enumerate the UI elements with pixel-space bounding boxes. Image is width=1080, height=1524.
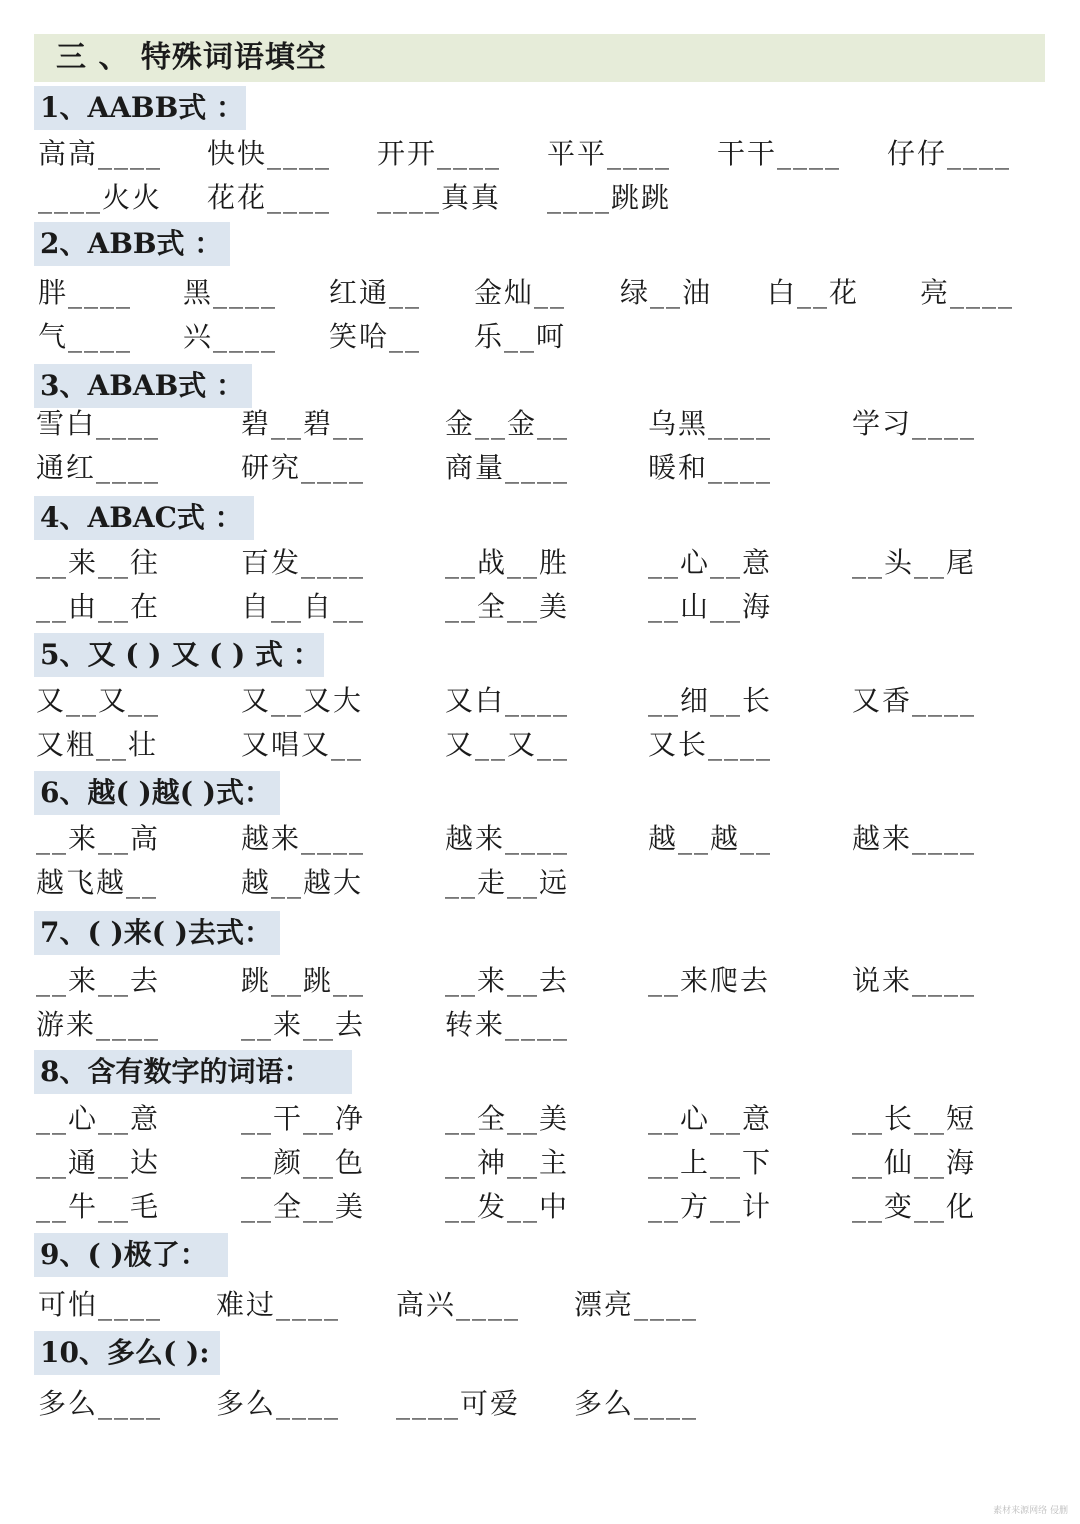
fill-blank-item: 越__越大 xyxy=(241,866,364,899)
fill-blank-item: 又__又__ xyxy=(445,728,570,761)
fill-blank-item: 百发____ xyxy=(241,546,366,579)
section-heading: 7、( )来( )去式： xyxy=(34,911,280,955)
fill-blank-item: 多么____ xyxy=(38,1387,163,1420)
section-heading: 10、多么( ): xyxy=(34,1331,220,1375)
fill-blank-item: 自__自__ xyxy=(241,590,366,623)
fill-blank-item: __神__主 xyxy=(445,1146,570,1179)
fill-blank-item: 平平____ xyxy=(547,137,672,170)
fill-blank-item: 又粗__壮 xyxy=(36,728,159,761)
section-heading: 9、( )极了： xyxy=(34,1233,228,1277)
fill-blank-item: __全__美 xyxy=(241,1190,366,1223)
section-heading: 6、越( )越( )式： xyxy=(34,771,280,815)
fill-blank-item: __来爬去 xyxy=(648,964,771,997)
fill-blank-item: 研究____ xyxy=(241,451,366,484)
fill-blank-item: 游来____ xyxy=(36,1008,161,1041)
fill-blank-item: ____跳跳 xyxy=(547,181,672,214)
fill-blank-item: 暖和____ xyxy=(648,451,773,484)
fill-blank-item: __上__下 xyxy=(648,1146,773,1179)
fill-blank-item: 又__又__ xyxy=(36,684,161,717)
fill-blank-item: __心__意 xyxy=(648,1102,773,1135)
fill-blank-item: __由__在 xyxy=(36,590,161,623)
fill-blank-item: 高兴____ xyxy=(396,1288,521,1321)
section-heading: 3、ABAB式 ： xyxy=(34,364,252,408)
fill-blank-item: __通__达 xyxy=(36,1146,161,1179)
fill-blank-item: __全__美 xyxy=(445,1102,570,1135)
fill-blank-item: __方__计 xyxy=(648,1190,773,1223)
exercise-row xyxy=(0,863,1080,903)
fill-blank-item: __头__尾 xyxy=(852,546,977,579)
fill-blank-item: 多么____ xyxy=(574,1387,699,1420)
fill-blank-item: __长__短 xyxy=(852,1102,977,1135)
fill-blank-item: __来__往 xyxy=(36,546,161,579)
fill-blank-item: 白__花 xyxy=(767,276,860,309)
fill-blank-item: 又香____ xyxy=(852,684,977,717)
fill-blank-item: 亮____ xyxy=(920,276,1015,309)
fill-blank-item: 学习____ xyxy=(852,407,977,440)
exercise-row xyxy=(0,1099,1080,1139)
exercise-row xyxy=(0,681,1080,721)
section-heading: 4、ABAC式 ： xyxy=(34,496,254,540)
fill-blank-item: 难过____ xyxy=(216,1288,341,1321)
fill-blank-item: __来__去 xyxy=(36,964,161,997)
fill-blank-item: 又唱又__ xyxy=(241,728,364,761)
exercise-row xyxy=(0,1005,1080,1045)
fill-blank-item: 通红____ xyxy=(36,451,161,484)
fill-blank-item: __战__胜 xyxy=(445,546,570,579)
fill-blank-item: 胖____ xyxy=(38,276,133,309)
fill-blank-item: __心__意 xyxy=(648,546,773,579)
exercise-row xyxy=(0,273,1080,313)
fill-blank-item: 越来____ xyxy=(445,822,570,855)
fill-blank-item: 碧__碧__ xyxy=(241,407,366,440)
fill-blank-item: 金__金__ xyxy=(445,407,570,440)
exercise-row xyxy=(0,819,1080,859)
fill-blank-item: __颜__色 xyxy=(241,1146,366,1179)
section-heading: 2、ABB式 ： xyxy=(34,222,230,266)
fill-blank-item: __走__远 xyxy=(445,866,570,899)
fill-blank-item: 花花____ xyxy=(207,181,332,214)
fill-blank-item: 又__又大 xyxy=(241,684,364,717)
exercise-row xyxy=(0,404,1080,444)
fill-blank-item: __来__去 xyxy=(445,964,570,997)
exercise-row xyxy=(0,317,1080,357)
fill-blank-item: __变__化 xyxy=(852,1190,977,1223)
fill-blank-item: 又白____ xyxy=(445,684,570,717)
exercise-row xyxy=(0,587,1080,627)
fill-blank-item: __心__意 xyxy=(36,1102,161,1135)
fill-blank-item: __发__中 xyxy=(445,1190,570,1223)
fill-blank-item: 黑____ xyxy=(183,276,278,309)
exercise-row xyxy=(0,1187,1080,1227)
watermark: 素材来源网络 侵删 xyxy=(993,1506,1068,1516)
exercise-row xyxy=(0,961,1080,1001)
fill-blank-item: 高高____ xyxy=(38,137,163,170)
exercise-row xyxy=(0,178,1080,218)
exercise-row xyxy=(0,725,1080,765)
fill-blank-item: 乌黑____ xyxy=(648,407,773,440)
fill-blank-item: 说来____ xyxy=(852,964,977,997)
fill-blank-item: 越来____ xyxy=(241,822,366,855)
fill-blank-item: 乐__呵 xyxy=(474,320,567,353)
fill-blank-item: __全__美 xyxy=(445,590,570,623)
fill-blank-item: __山__海 xyxy=(648,590,773,623)
fill-blank-item: 绿__油 xyxy=(620,276,713,309)
fill-blank-item: __细__长 xyxy=(648,684,773,717)
fill-blank-item: 开开____ xyxy=(377,137,502,170)
page-title: 三 、 特殊词语填空 xyxy=(34,34,1045,82)
fill-blank-item: 商量____ xyxy=(445,451,570,484)
fill-blank-item: 红通__ xyxy=(329,276,422,309)
fill-blank-item: ____真真 xyxy=(377,181,502,214)
section-heading: 5、又 ( ) 又 ( ) 式 ： xyxy=(34,633,324,677)
fill-blank-item: __仙__海 xyxy=(852,1146,977,1179)
fill-blank-item: ____可爱 xyxy=(396,1387,521,1420)
exercise-row xyxy=(0,448,1080,488)
exercise-row xyxy=(0,1285,1080,1325)
fill-blank-item: ____火火 xyxy=(38,181,163,214)
exercise-row xyxy=(0,543,1080,583)
fill-blank-item: 多么____ xyxy=(216,1387,341,1420)
exercise-row xyxy=(0,1143,1080,1183)
fill-blank-item: 兴____ xyxy=(183,320,278,353)
fill-blank-item: 快快____ xyxy=(207,137,332,170)
fill-blank-item: 越__越__ xyxy=(648,822,773,855)
fill-blank-item: 气____ xyxy=(38,320,133,353)
fill-blank-item: 越来____ xyxy=(852,822,977,855)
fill-blank-item: 转来____ xyxy=(445,1008,570,1041)
fill-blank-item: 金灿__ xyxy=(474,276,567,309)
fill-blank-item: 跳__跳__ xyxy=(241,964,366,997)
fill-blank-item: 又长____ xyxy=(648,728,773,761)
fill-blank-item: __来__高 xyxy=(36,822,161,855)
section-heading: 8、含有数字的词语： xyxy=(34,1050,352,1094)
fill-blank-item: 笑哈__ xyxy=(329,320,422,353)
exercise-row xyxy=(0,134,1080,174)
fill-blank-item: 越飞越__ xyxy=(36,866,159,899)
fill-blank-item: __干__净 xyxy=(241,1102,366,1135)
fill-blank-item: 可怕____ xyxy=(38,1288,163,1321)
section-heading: 1、AABB式 ： xyxy=(34,86,246,130)
exercise-row xyxy=(0,1384,1080,1424)
fill-blank-item: 雪白____ xyxy=(36,407,161,440)
fill-blank-item: 干干____ xyxy=(717,137,842,170)
fill-blank-item: __牛__毛 xyxy=(36,1190,161,1223)
fill-blank-item: __来__去 xyxy=(241,1008,366,1041)
fill-blank-item: 漂亮____ xyxy=(574,1288,699,1321)
fill-blank-item: 仔仔____ xyxy=(887,137,1012,170)
